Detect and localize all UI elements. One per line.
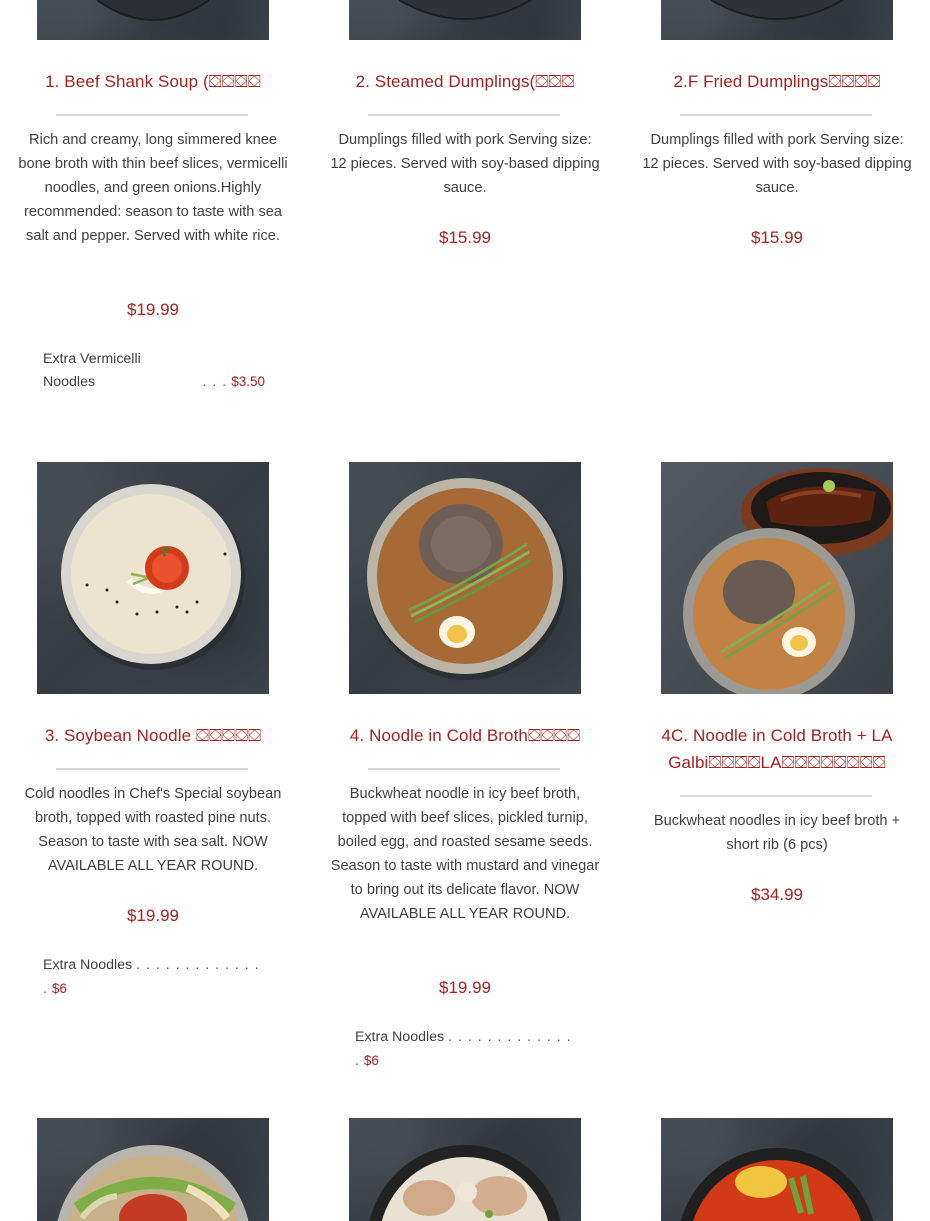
beef-bone-soup-photo bbox=[349, 1118, 581, 1221]
menu-item-price: $15.99 bbox=[751, 228, 803, 247]
menu-item-title: 3. Soybean Noodle ⛋⛋⛋⛋⛋ bbox=[44, 726, 262, 745]
extra-option bbox=[355, 1026, 577, 1073]
menu-item-title: 4. Noodle in Cold Broth⛋⛋⛋⛋ bbox=[349, 726, 581, 745]
spicy-soft-tofu-photo bbox=[661, 1118, 893, 1221]
extra-option-leader: . . . bbox=[202, 374, 228, 390]
soybean-noodle-photo bbox=[37, 462, 269, 694]
divider bbox=[368, 114, 560, 116]
extra-option-label: Extra Vermicelli Noodles bbox=[43, 351, 141, 390]
divider bbox=[680, 795, 872, 797]
menu-item-description: Buckwheat noodles in icy beef broth + short rib (6 pcs) bbox=[653, 813, 901, 853]
steamed-dumplings-photo bbox=[349, 0, 581, 40]
noodle-cold-broth-galbi-photo bbox=[661, 462, 893, 694]
bibim-noodle-photo bbox=[37, 1118, 269, 1221]
menu-item-description: Buckwheat noodle in icy beef broth, topped with beef slices, pickled turnip, boiled egg, and roasted sesame seeds. Season to taste with mustard and vinegar to bring out its delicate flavor. NOW AVAILABLE ALL YEAR ROUND. bbox=[330, 786, 600, 922]
extra-option-price: $6 bbox=[51, 981, 67, 996]
noodle-cold-broth-photo bbox=[349, 462, 581, 694]
extra-option bbox=[43, 954, 265, 1001]
menu-item-description: Dumplings filled with pork Serving size: 12 pieces. Served with soy-based dipping sauce. bbox=[642, 132, 912, 196]
extra-option-label: Extra Noodles bbox=[43, 957, 133, 973]
menu-item-title: 2. Steamed Dumplings(⛋⛋⛋ bbox=[355, 72, 575, 91]
extra-option-leader: . . . . . . . . . . . . . . bbox=[43, 957, 260, 997]
menu-item-description: Dumplings filled with pork Serving size: 12 pieces. Served with soy-based dipping sauce. bbox=[330, 132, 600, 196]
divider bbox=[56, 768, 248, 770]
extra-option-price: $6 bbox=[363, 1053, 379, 1068]
menu-item-title: 1. Beef Shank Soup (⛋⛋⛋⛋ bbox=[45, 72, 261, 91]
extra-option bbox=[43, 348, 265, 394]
extra-option-price: $3.50 bbox=[231, 374, 265, 389]
menu-item-price: $34.99 bbox=[751, 885, 803, 904]
beef-shank-soup-photo bbox=[37, 0, 269, 40]
extra-option-label: Extra Noodles bbox=[355, 1029, 445, 1045]
menu-item-description: Cold noodles in Chef's Special soybean broth, topped with roasted pine nuts. Season to taste with sea salt. NOW AVAILABLE ALL YEAR ROUND. bbox=[24, 786, 282, 874]
divider bbox=[56, 114, 248, 116]
menu-item-title: 4C. Noodle in Cold Broth + LA Galbi⛋⛋⛋⛋LA⛋⛋⛋⛋⛋⛋⛋⛋ bbox=[661, 726, 893, 772]
menu-item-price: $19.99 bbox=[439, 978, 491, 997]
fried-dumplings-photo bbox=[661, 0, 893, 40]
divider bbox=[680, 114, 872, 116]
extra-option-leader: . . . . . . . . . . . . . . bbox=[355, 1029, 572, 1069]
menu-item-price: $19.99 bbox=[127, 906, 179, 925]
menu-item-title: 2.F Fried Dumplings⛋⛋⛋⛋ bbox=[673, 72, 881, 91]
divider bbox=[368, 768, 560, 770]
menu-item-description: Rich and creamy, long simmered knee bone broth with thin beef slices, vermicelli noodles, and green onions.Highly recommended: season to taste with sea salt and pepper. Served with white rice. bbox=[18, 132, 288, 244]
menu-item-price: $19.99 bbox=[127, 300, 179, 319]
menu-item-price: $15.99 bbox=[439, 228, 491, 247]
